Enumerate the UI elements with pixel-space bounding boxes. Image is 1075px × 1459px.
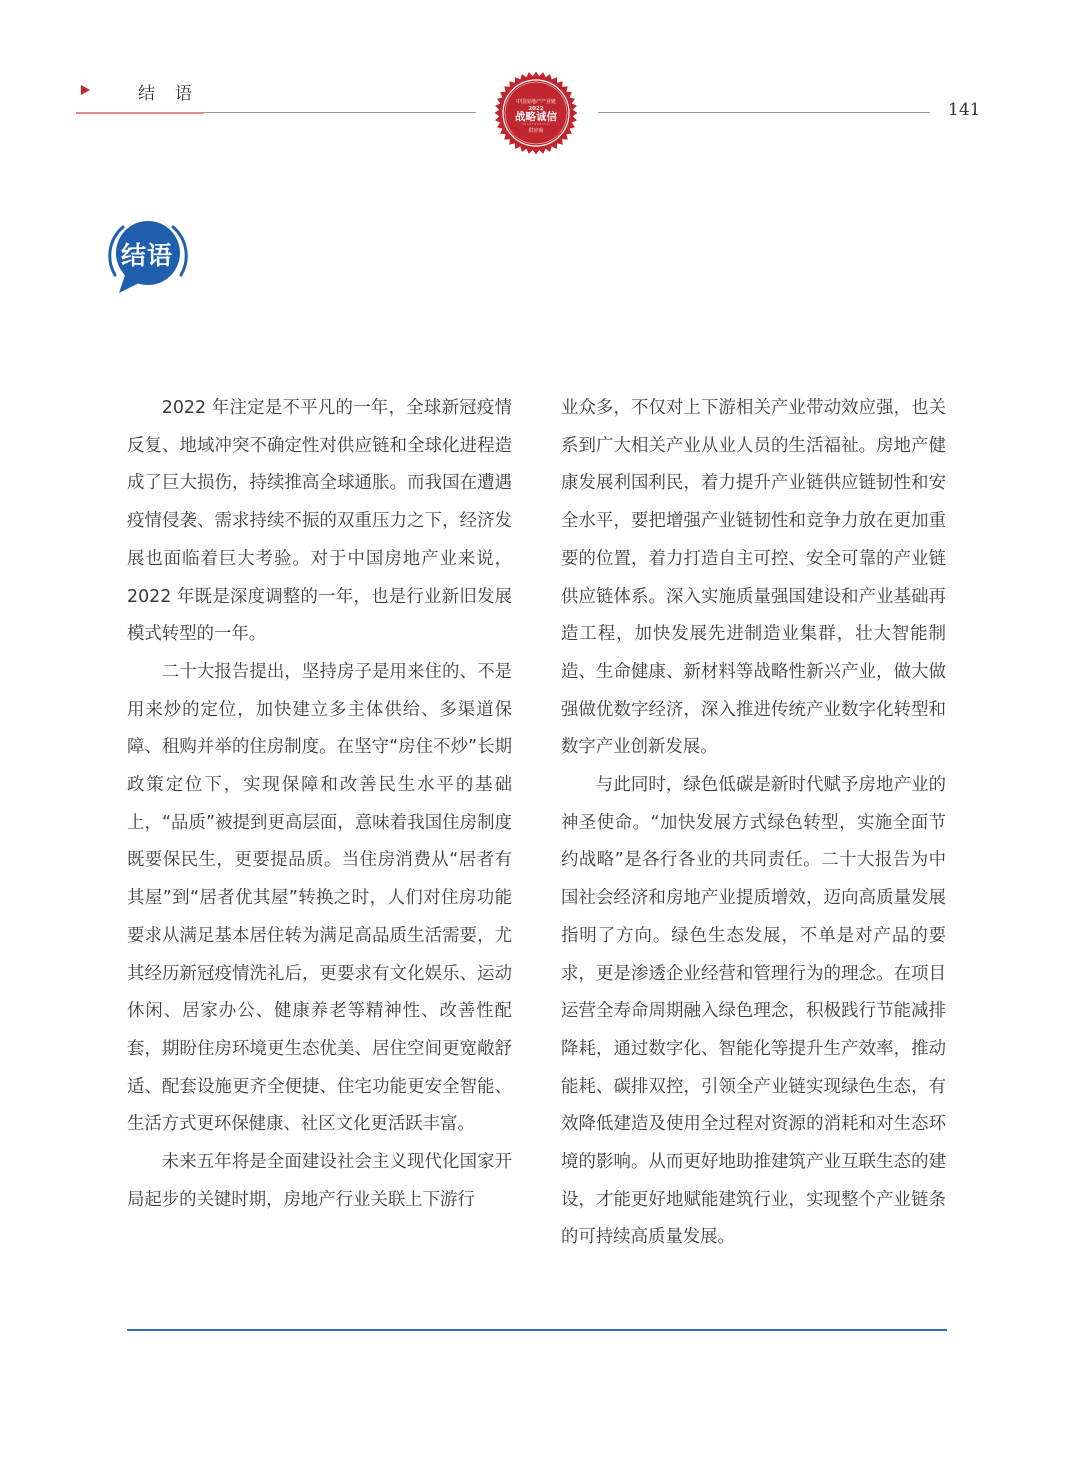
section-marker-icon (81, 85, 90, 95)
running-header-title: 结语 (138, 84, 212, 104)
page-number: 141 (948, 100, 981, 120)
body-column-right (561, 390, 946, 1257)
header-rule-right (598, 112, 930, 113)
paragraph: 二十大报告提出，坚持房子是用来住的、不是用来炒的定位，加快建立多主体供给、多渠道保障、租购并举的住房制度。在坚守“房住不炒”长期政策定位下，实现保障和改善民生水平的基础上，“品质”被提到更高层面，意味着我国住房制度既要保民生，更要提品质。当住房消费从“居者有其屋”到“居者优其屋”转换之时，人们对住房功能要求从满足基本居住转为满足高品质生活需要，尤其经历新冠疫情洗礼后，更要求有文化娱乐、运动休闲、居家办公、健康养老等精神性、改善性配套，期盼住房环境更生态优美、居住空间更宽敞舒适、配套设施更齐全便捷、住宅功能更安全智能、生活方式更环保健康、社区文化更活跃丰富。 (127, 661, 512, 1135)
svg-text:战略诚信: 战略诚信 (515, 111, 557, 123)
chapter-badge-label: 结语 (120, 241, 173, 270)
header-accent-line (76, 112, 204, 114)
header-rule-left (204, 112, 476, 113)
footer-rule (127, 1329, 947, 1331)
svg-text:2022: 2022 (528, 106, 544, 112)
paragraph: 业众多，不仅对上下游相关产业带动效应强，也关系到广大相关产业从业人员的生活福祉。房地产健康发展利国利民，着力提升产业链供应链韧性和安全水平，要把增强产业链韧性和竞争力放在更加重要的位置，着力打造自主可控、安全可靠的产业链供应链体系。深入实施质量强国建设和产业基础再造工程，加快发展先进制造业集群，壮大智能制造、生命健康、新材料等战略性新兴产业，做大做强做优数字经济，深入推进传统产业数字化转型和数字产业创新发展。 (561, 398, 946, 758)
svg-text:中国房地产产业链: 中国房地产产业链 (515, 99, 557, 105)
paragraph: 未来五年将是全面建设社会主义现代化国家开局起步的关键时期，房地产行业关联上下游行 (127, 1152, 512, 1210)
svg-text:供应商: 供应商 (528, 128, 544, 134)
body-column-left (127, 390, 512, 1219)
strategy-integrity-seal-logo (494, 71, 578, 155)
paragraph: 与此同时，绿色低碳是新时代赋予房地产业的神圣使命。“加快发展方式绿色转型，实施全面节约战略”是各行各业的共同责任。二十大报告为中国社会经济和房地产业提质增效，迈向高质量发展指明了方向。绿色生态发展，不单是对产品的要求，更是渗透企业经营和管理行为的理念。在项目运营全寿命周期融入绿色理念，积极践行节能减排降耗，通过数字化、智能化等提升生产效率，推动能耗、碳排双控，引领全产业链实现绿色生态，有效降低建造及使用全过程对资源的消耗和对生态环境的影响。从而更好地助推建筑产业互联生态的建设，才能更好地赋能建筑行业，实现整个产业链条的可持续高质量发展。 (561, 775, 946, 1248)
paragraph: 2022 年注定是不平凡的一年，全球新冠疫情反复、地域冲突不确定性对供应链和全球化进程造成了巨大损伤，持续推高全球通胀。而我国在遭遇疫情侵袭、需求持续不振的双重压力之下，经济发展也面临着巨大考验。对于中国房地产业来说，2022 年既是深度调整的一年，也是行业新旧发展模式转型的一年。 (127, 398, 512, 645)
